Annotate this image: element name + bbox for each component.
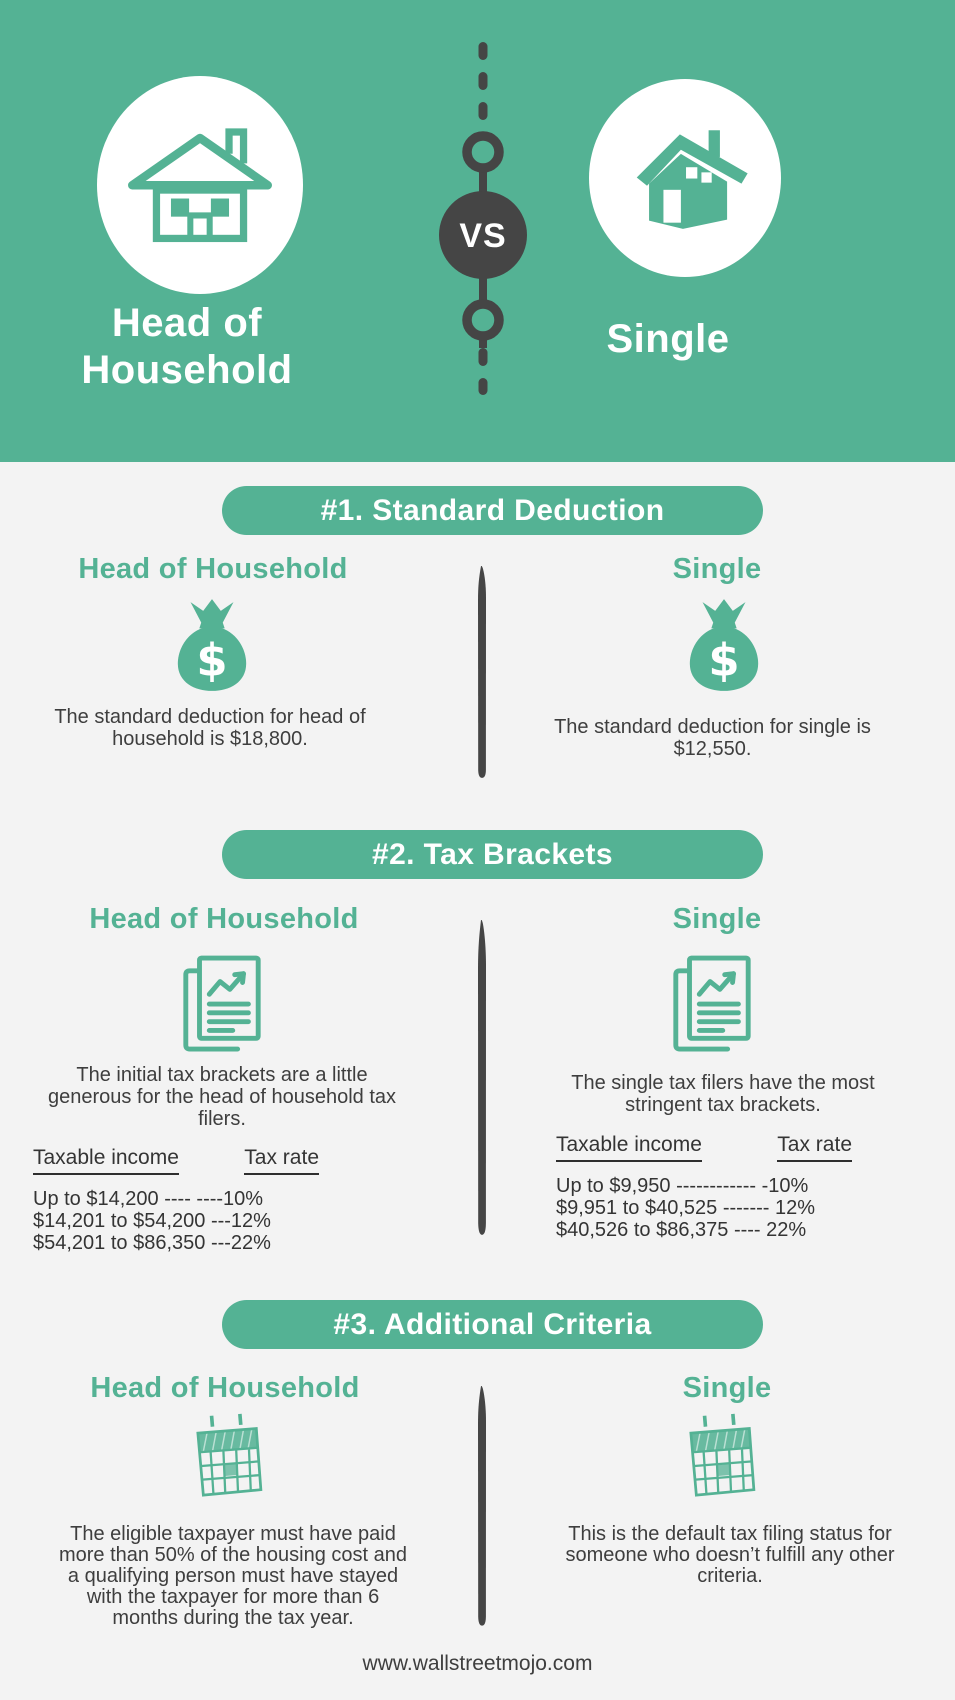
brush-stroke-divider (475, 920, 489, 1238)
section1-left-heading: Head of Household (78, 553, 348, 585)
section2-badge: #2. Tax Brackets (222, 830, 763, 879)
header-right-title: Single (606, 317, 730, 361)
table-row: Up to $14,200 ---- ----10% (33, 1188, 264, 1210)
house-outline-icon (125, 122, 275, 246)
svg-text:$: $ (708, 633, 740, 687)
section2-left-heading: Head of Household (89, 903, 359, 935)
header-left-title: Head of Household (81, 301, 293, 393)
table-row: $14,201 to $54,200 ---12% (33, 1210, 271, 1232)
tax-report-icon (177, 951, 267, 1061)
section3-right-text: This is the default tax filing status for someone who doesn’t fulfill any other criteria. (565, 1523, 895, 1587)
table-header-taxable-income: Taxable income (556, 1133, 702, 1162)
house-filled-icon (618, 120, 752, 235)
section1-left-text: The standard deduction for head of household is $18,800. (54, 706, 366, 750)
section1-right-heading: Single (672, 553, 762, 585)
right-house-circle (589, 79, 781, 277)
section2-left-text: The initial tax brackets are a little generous for the head of household tax filers. (47, 1064, 397, 1130)
table-header-tax-rate: Tax rate (244, 1146, 319, 1175)
money-bag-icon (683, 599, 765, 693)
section2-right-text: The single tax filers have the most stringent tax brackets. (571, 1072, 875, 1116)
left-house-circle (97, 76, 303, 294)
section3-left-heading: Head of Household (90, 1372, 360, 1404)
svg-text:$: $ (196, 633, 228, 687)
table-header-taxable-income: Taxable income (33, 1146, 179, 1175)
section3-left-text: The eligible taxpayer must have paid more than 50% of the housing cost and a qualifying person must have stayed with the taxpayer for more than 6 months during the tax year. (58, 1523, 407, 1629)
money-bag-icon (171, 599, 253, 693)
section2-right-heading: Single (672, 903, 762, 935)
section2-right-table (556, 1133, 856, 1241)
section3-badge: #3. Additional Criteria (222, 1300, 763, 1349)
table-row: $40,526 to $86,375 ---- 22% (556, 1219, 807, 1241)
brush-stroke-divider (475, 566, 489, 780)
section2-left-table (33, 1146, 333, 1254)
footer-website: www.wallstreetmojo.com (362, 1652, 593, 1675)
calendar-icon (186, 1411, 270, 1499)
section1-right-text: The standard deduction for single is $12,550. (554, 716, 871, 760)
section3-right-heading: Single (682, 1372, 772, 1404)
table-row: $54,201 to $86,350 ---22% (33, 1232, 271, 1254)
calendar-icon (679, 1411, 763, 1499)
vs-label: VS (459, 217, 507, 255)
tax-report-icon (667, 951, 757, 1061)
table-header-tax-rate: Tax rate (777, 1133, 852, 1162)
section1-badge: #1. Standard Deduction (222, 486, 763, 535)
table-row: Up to $9,950 ------------ -10% (556, 1175, 809, 1197)
header-banner (0, 0, 955, 462)
table-row: $9,951 to $40,525 ------- 12% (556, 1197, 816, 1219)
vs-badge-icon (438, 42, 528, 402)
brush-stroke-divider (475, 1386, 489, 1628)
